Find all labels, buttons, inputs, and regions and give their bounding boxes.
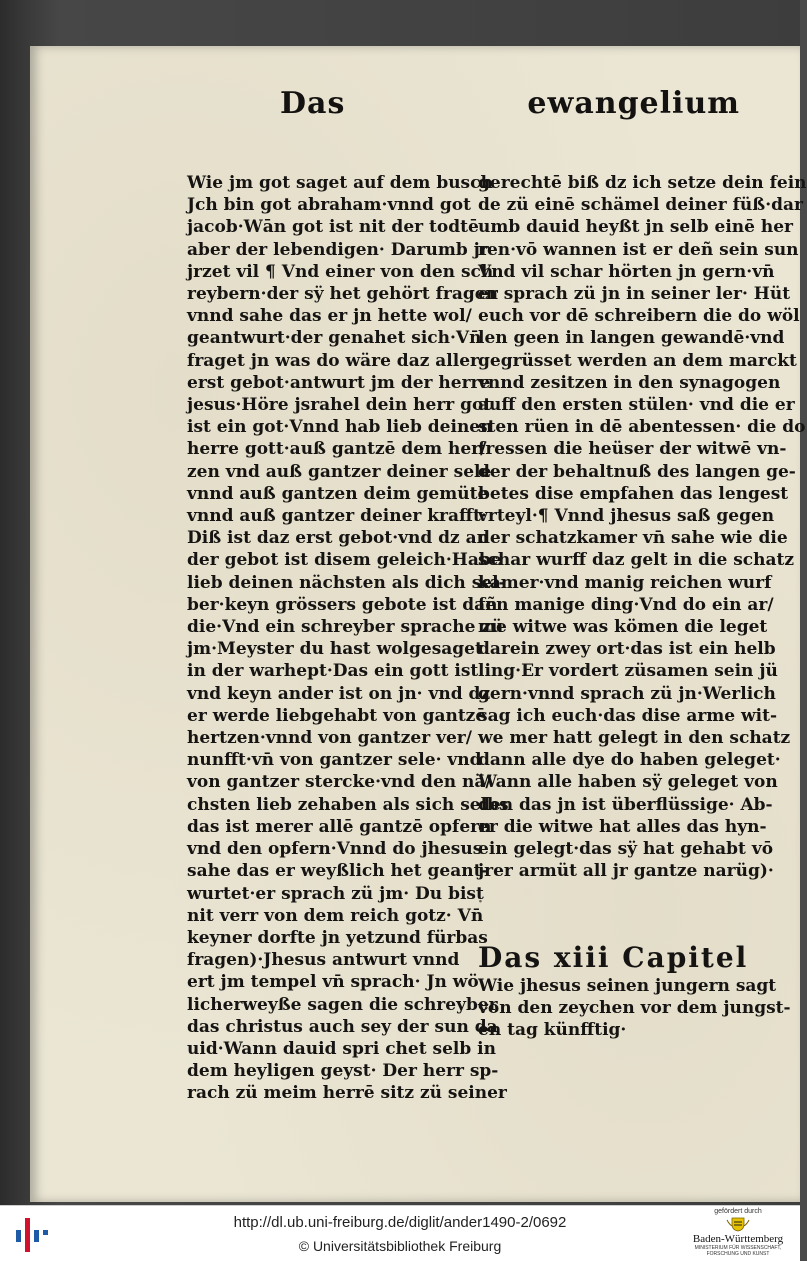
right-column-line: der schatzkamer vn̄ sahe wie die	[478, 528, 788, 549]
right-column-line: len geen in langen gewandē·vnd	[478, 328, 785, 349]
right-column-line: gegrüsset werden an dem marckt	[478, 350, 797, 371]
left-column-line: dem heyligen geyst· Der herr sp-	[187, 1061, 499, 1082]
right-column-line: ling·Er vordert züsamen sein jü	[478, 661, 778, 682]
left-column-line: zen vnd auß gantzer deiner sele	[187, 461, 492, 482]
left-column-line: ber·keyn grössers gebote ist dañ	[187, 594, 498, 615]
sponsor-label: gefördert durch	[714, 1208, 762, 1215]
left-column-line: Diß ist daz erst gebot·vnd dz an	[187, 528, 489, 549]
right-text-column	[478, 172, 807, 1041]
left-column-line: nit verr von dem reich gotz· Vn̄	[187, 905, 484, 926]
left-column-line: fragen)·Jhesus antwurt vnnd	[187, 950, 460, 971]
left-column-line: ist ein got·Vnnd hab lieb deinen	[187, 417, 493, 438]
sponsor-logo	[682, 1208, 794, 1257]
right-column-line: kamer·vnd manig reichen wurf	[478, 572, 772, 593]
left-column-line: jacob·Wān got ist nit der todtē	[187, 217, 479, 238]
right-column-line: gerechtē biß dz ich setze dein fein	[478, 173, 807, 193]
left-column-line: keyner dorfte jn yetzund fürbas	[187, 927, 488, 948]
right-column-line: Wann alle haben sÿ geleget von	[478, 772, 778, 793]
left-column-line: das ist merer allē gantzē opfern	[187, 816, 492, 837]
book-page	[30, 46, 807, 1202]
left-column-line: die·Vnd ein schreyber sprache zü	[187, 617, 504, 638]
left-column-line: jrzet vil ¶ Vnd einer von den sch	[187, 261, 494, 282]
right-column-line: me witwe was kömen die leget	[478, 617, 768, 638]
sponsor-name: Baden-Württemberg	[692, 1233, 784, 1245]
right-column-line: Vnd vil schar hörten jn gern·vn̄	[478, 261, 775, 282]
right-column-line: sag ich euch·das dise arme wit-	[478, 705, 778, 726]
right-column-line: vnnd zesitzen in den synagogen	[478, 372, 781, 393]
left-column-line: vnd keyn ander ist on jn· vnd dz	[187, 683, 491, 704]
footer-bar	[0, 1205, 800, 1261]
right-column-line: betes dise empfahen das lengest	[478, 483, 789, 504]
left-column-line: vnnd auß gantzer deiner krafft·	[187, 506, 487, 527]
right-column-line: der der behaltnuß des langen ge-	[478, 461, 796, 482]
left-column-line: vnnd auß gantzen deim gemüte	[187, 483, 489, 504]
section-separator: ·	[478, 893, 491, 910]
right-column-line: euch vor dē schreibern die do wöl	[478, 306, 800, 327]
chapter-subtitle-line: von den zeychen vor dem jungst-	[478, 997, 791, 1018]
right-column-line: fressen die heüser der witwē vn-	[478, 439, 787, 460]
right-column-line: dann alle dye do haben geleget·	[478, 750, 781, 771]
left-column-line: sahe das er weyßlich het geant-	[187, 861, 489, 882]
left-column-line: vnnd sahe das er jn hette wol/	[187, 306, 472, 327]
right-column-line: gern·vnnd sprach zü jn·Werlich	[478, 683, 776, 704]
right-column-line: we mer hatt gelegt in den schatz	[478, 728, 791, 749]
left-column-line: vnd den opfern·Vnnd do jhesus	[187, 839, 483, 860]
right-column-line: fen manige ding·Vnd do ein ar/	[478, 594, 774, 615]
right-column-line: de zü einē schämel deiner füß·dar	[478, 195, 803, 216]
left-column-line: rach zü meim herrē sitz zü seiner	[187, 1083, 507, 1104]
chapter-subtitle-line: Wie jhesus seinen jungern sagt	[478, 975, 777, 996]
left-column-line: herre gott·auß gantzē dem her/	[187, 439, 487, 460]
right-column-lines	[478, 172, 807, 883]
document-url[interactable]: http://dl.ub.uni-freiburg.de/diglit/ander1490-2/0692	[233, 1214, 567, 1231]
chapter-subtitle	[478, 975, 791, 1042]
left-column-line: Wie jm got saget auf dem busch	[187, 173, 493, 193]
right-column-line: jrer armüt all jr gantze narüg)·	[478, 861, 774, 882]
left-column-line: aber der lebendigen· Darumb jr	[187, 239, 489, 260]
left-column-line: Jch bin got abraham·vnnd got	[187, 195, 471, 216]
right-column-line: umb dauid heyßt jn selb einē her	[478, 217, 793, 238]
running-head-right: ewangelium	[527, 86, 740, 121]
copyright-notice: © Universitätsbibliothek Freiburg	[298, 1238, 502, 1254]
chapter-subtitle-line: en tag künfftig·	[478, 1020, 627, 1041]
left-column-line: das christus auch sey der sun da	[187, 1016, 498, 1037]
left-column-line: in der warhept·Das ein gott ist	[187, 661, 479, 682]
left-column-line: der gebot ist disem geleich·Habe	[187, 550, 502, 571]
left-column-line: geantwurt·der genahet sich·Vn̄	[187, 328, 482, 349]
left-text-column	[187, 172, 509, 1105]
right-column-line: vrteyl·¶ Vnnd jhesus saß gegen	[478, 506, 775, 527]
left-column-line: nunfft·vn̄ von gantzer sele· vnd	[187, 750, 482, 771]
right-column-line: schar wurff daz gelt in die schatz	[478, 550, 795, 571]
left-column-line: jesus·Höre jsrahel dein herr got	[187, 395, 492, 416]
left-column-line: chsten lieb zehaben als sich selbs	[187, 794, 509, 815]
left-column-line: reybern·der sÿ het gehört fragen	[187, 284, 498, 305]
right-column-line: ren·vō wannen ist er deñ sein sun	[478, 239, 799, 260]
right-column-line: ein gelegt·das sÿ hat gehabt vō	[478, 839, 774, 860]
left-column-line: erst gebot·antwurt jm der herre	[187, 372, 491, 393]
chapter-heading: Das xiii Capitel	[478, 940, 749, 974]
right-column-line: er die witwe hat alles das hyn-	[478, 816, 767, 837]
left-column-line: fraget jn was do wäre daz aller	[187, 350, 479, 371]
left-column-line: hertzen·vnnd von gantzer ver/	[187, 728, 472, 749]
left-column-line: von gantzer stercke·vnd den nä/	[187, 772, 492, 793]
left-column-line: ert jm tempel vn̄ sprach· Jn wö	[187, 972, 479, 993]
left-column-line: licherweyße sagen die schreyber	[187, 994, 498, 1015]
right-column-line: auff den ersten stülen· vnd die er	[478, 395, 795, 416]
right-column-line: den das jn ist überflüssige· Ab-	[478, 794, 773, 815]
left-column-line: uid·Wann dauid spri chet selb in	[187, 1038, 496, 1059]
left-column-line: wurtet·er sprach zü jm· Du bist	[187, 883, 484, 904]
coat-of-arms-icon	[725, 1216, 751, 1232]
running-head-left: Das	[280, 86, 346, 121]
right-column-line: darein zwey ort·das ist ein helb	[478, 639, 776, 660]
right-column-line: er sprach zü jn in seiner ler· Hüt	[478, 284, 791, 305]
left-column-line: jm·Meyster du hast wolgesaget	[187, 639, 483, 660]
left-column-line: lieb deinen nächsten als dich sel-	[187, 572, 506, 593]
right-column-line: sten rüen in dē abentessen· die do	[478, 417, 806, 438]
sponsor-ministry: MINISTERIUM FÜR WISSENSCHAFT, FORSCHUNG UND KUNST	[694, 1245, 782, 1257]
left-column-line: er werde liebgehabt von gantzē	[187, 705, 487, 726]
